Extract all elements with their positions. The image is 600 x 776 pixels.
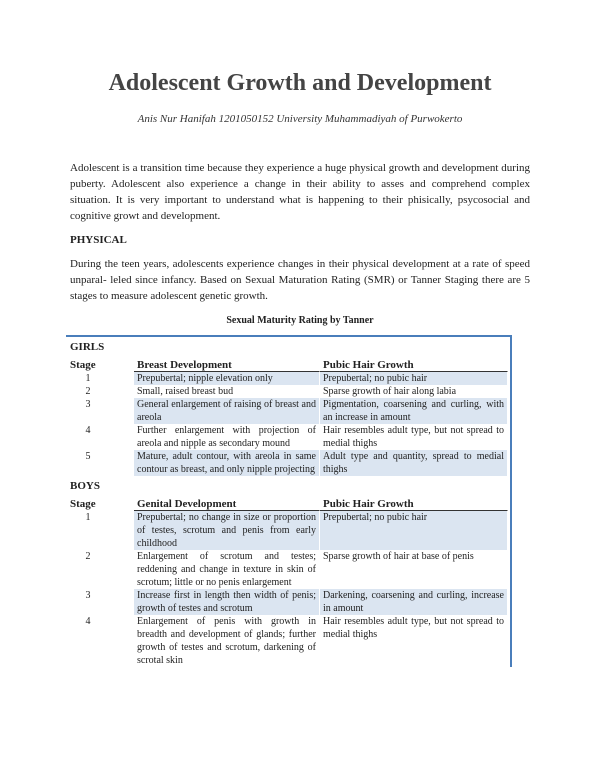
girls-header-row — [66, 357, 510, 372]
boys-rows — [66, 511, 510, 667]
stage-cell: 4 — [85, 425, 91, 436]
table-caption: Sexual Maturity Rating by Tanner — [226, 315, 374, 326]
stage-cell: 1 — [85, 512, 91, 523]
stage-cell: 1 — [85, 373, 91, 384]
girls-section-label: GIRLS — [70, 341, 105, 353]
table-row — [66, 385, 510, 398]
development-cell: Mature, adult contour, with areola in same contour as breast, and only nipple projecting — [134, 450, 320, 476]
table-row — [66, 615, 510, 667]
stage-cell: 2 — [85, 386, 91, 397]
development-cell: Increase first in length then width of penis; growth of testes and scrotum — [134, 589, 320, 615]
girls-stage-header: Stage — [70, 359, 96, 371]
author-line: Anis Nur Hanifah 1201050152 University Muhammadiyah of Purwokerto — [137, 113, 463, 125]
intro-paragraph: Adolescent is a transition time because they experience a huge physical growth and development during puberty. Adolescent also experience a change in their ability to asses and comprehend complex situation. It is very important to understand what is happening to their phisically, psycosocial and cognitive growt and development. — [70, 162, 530, 222]
table-row — [66, 450, 510, 476]
boys-pubic-hair-header: Pubic Hair Growth — [320, 496, 508, 511]
pubic-hair-cell: Sparse growth of hair along labia — [320, 385, 508, 398]
breast-development-header: Breast Development — [134, 357, 320, 372]
stage-cell: 4 — [85, 616, 91, 627]
girls-pubic-hair-header: Pubic Hair Growth — [320, 357, 508, 372]
pubic-hair-cell: Sparse growth of hair at base of penis — [320, 550, 508, 589]
physical-paragraph: During the teen years, adolescents experience changes in their physical development at a rate of speed unparal- leled since infancy. Based on Sexual Maturation Rating (SMR) or Tanner Staging there are 5 stages to measure adolescent genetic growth. — [70, 258, 530, 302]
pubic-hair-cell: Hair resembles adult type, but not spread to medial thighs — [320, 615, 508, 667]
tanner-table — [66, 335, 512, 667]
physical-heading: PHYSICAL — [70, 234, 127, 246]
pubic-hair-cell: Prepubertal; no pubic hair — [320, 372, 508, 385]
stage-cell: 3 — [85, 399, 91, 410]
pubic-hair-cell: Hair resembles adult type, but not spread to medial thighs — [320, 424, 508, 450]
boys-header-row — [66, 496, 510, 511]
development-cell: Further enlargement with projection of areola and nipple as secondary mound — [134, 424, 320, 450]
development-cell: Enlargement of scrotum and testes; reddening and change in texture in skin of scrotum; little or no penis enlargement — [134, 550, 320, 589]
pubic-hair-cell: Adult type and quantity, spread to medial thighs — [320, 450, 508, 476]
development-cell: Enlargement of penis with growth in breadth and development of glands; further growth of testes and scrotum, darkening of scrotal skin — [134, 615, 320, 667]
stage-cell: 2 — [85, 551, 91, 562]
table-row — [66, 511, 510, 550]
table-row — [66, 589, 510, 615]
table-row — [66, 372, 510, 385]
stage-cell: 5 — [85, 451, 91, 462]
pubic-hair-cell: Darkening, coarsening and curling, increase in amount — [320, 589, 508, 615]
pubic-hair-cell: Pigmentation, coarsening and curling, with an increase in amount — [320, 398, 508, 424]
development-cell: Prepubertal; no change in size or proportion of testes, scrotum and penis from early childhood — [134, 511, 320, 550]
development-cell: Prepubertal; nipple elevation only — [134, 372, 320, 385]
genital-development-header: Genital Development — [134, 496, 320, 511]
stage-cell: 3 — [85, 590, 91, 601]
pubic-hair-cell: Prepubertal; no pubic hair — [320, 511, 508, 550]
boys-stage-header: Stage — [70, 498, 96, 510]
development-cell: Small, raised breast bud — [134, 385, 320, 398]
development-cell: General enlargement of raising of breast and areola — [134, 398, 320, 424]
girls-rows — [66, 372, 510, 476]
table-row — [66, 550, 510, 589]
boys-section-label: BOYS — [70, 480, 100, 492]
document-title: Adolescent Growth and Development — [108, 70, 492, 96]
table-row — [66, 398, 510, 424]
table-row — [66, 424, 510, 450]
